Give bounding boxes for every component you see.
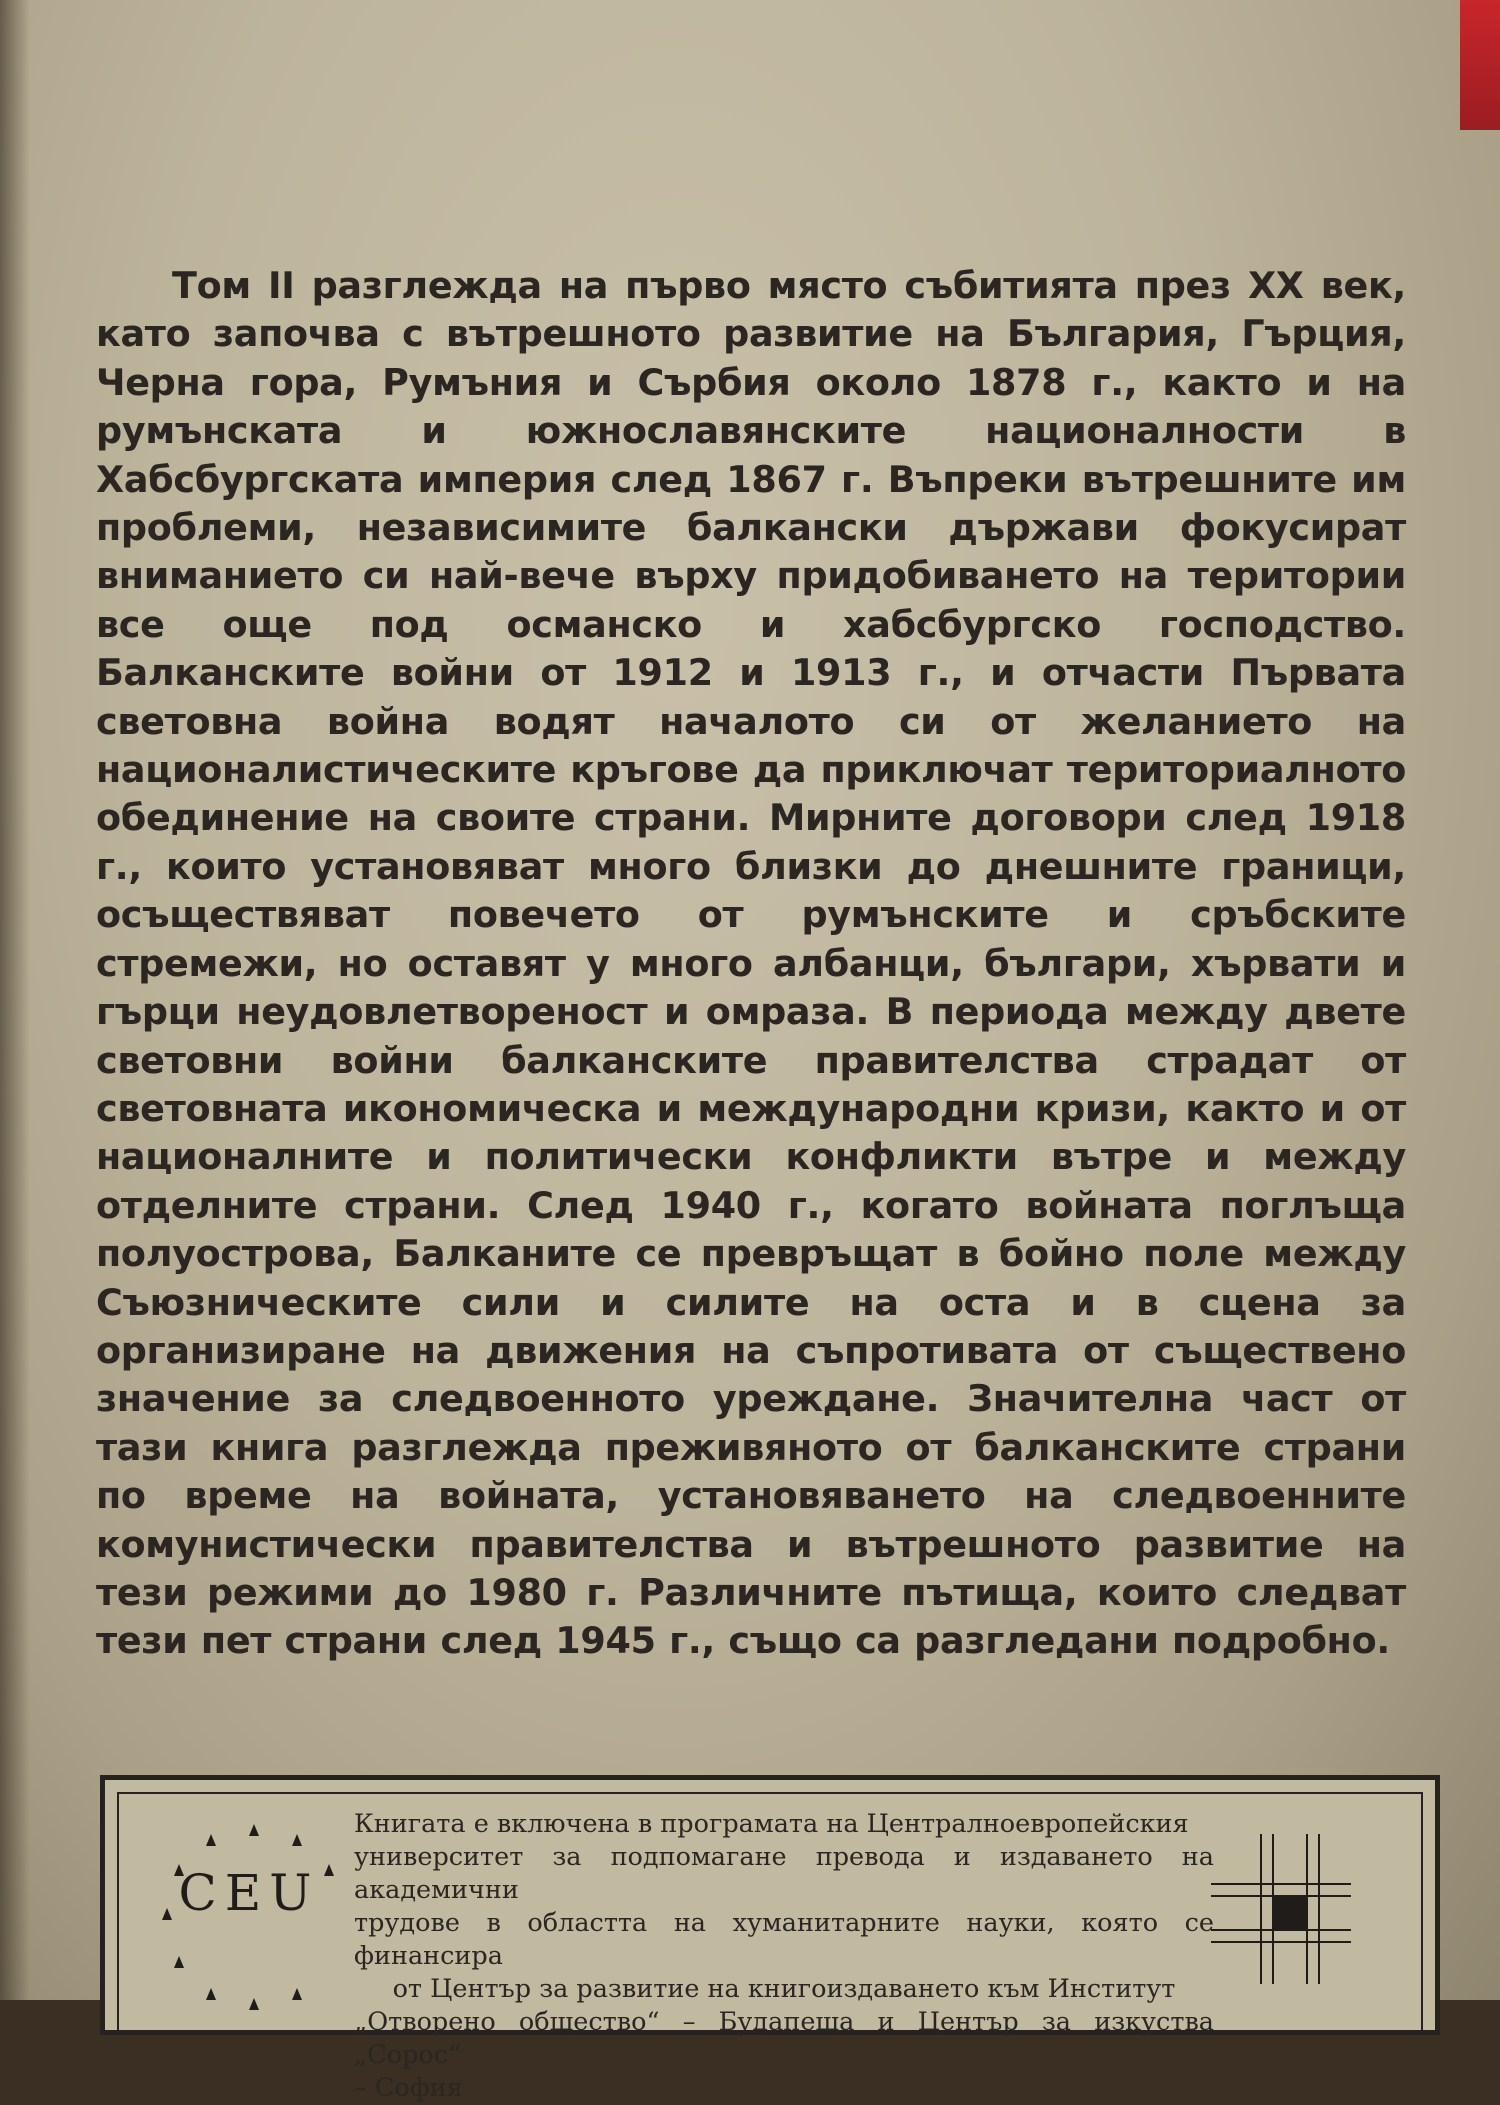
- ceu-line: – София: [354, 2073, 463, 2103]
- ceu-line: университет за подпомагане превода и издаването на академични: [354, 1842, 1214, 1905]
- ceu-line: трудове в областта на хуманитарните науки, която се финансира: [354, 1908, 1214, 1971]
- ceu-inner-frame: [117, 1792, 1423, 2103]
- spine-shadow: [0, 0, 30, 2000]
- ceu-description: [354, 1808, 1214, 2105]
- ceu-line: Книгата е включена в програмата на Централноевропейския: [354, 1809, 1189, 1839]
- ceu-line: от Център за развитие на книгоиздаването към Институт: [392, 1974, 1176, 2004]
- ceu-sponsor-box: [100, 1775, 1440, 2103]
- synopsis-paragraph: Том II разглежда на първо място събитията през XX век, като започва с вътрешното развитие на България, Гърция, Черна гора, Румъния и Сърбия около 1878 г., както и на румънската и южнославянските националности в Хабсбургската империя след 1867 г. Въпреки вътрешните им проблеми, независимите балкански държави фокусират вниманието си най-вече върху придобиването на територии все още под османско и хабсбургско господство. Балканските войни от 1912 и 1913 г., и отчасти Първата световна война водят началото си от желанието на националистическите кръгове да приключат териториалното обединение на своите страни. Мирните договори след 1918 г., които установяват много близки до днешните граници, осъществяват повечето от румънските и сръбските стремежи, но оставят у много албанци, българи, хървати и гърци неудовлетвореност и омраза. В периода между двете световни войни балканските правителства страдат от световната икономическа и международни кризи, както и от националните и политически конфликти вътре и между отделните страни. След 1940 г., когато войната поглъща полуострова, Балканите се превръщат в бойно поле между Съюзническите сили и силите на оста и в сцена за организиране на движения на съпротивата от съществено значение за следвоенното уреждане. Значителна част от тази книга разглежда преживяното от балканските страни по време на войната, установяването на следвоенните комунистически правителства и вътрешното развитие на тези режими до 1980 г. Различните пътища, които следват тези пет страни след 1945 г., също са разгледани подробно.: [96, 264, 1406, 1663]
- grid-square-icon: [1211, 1834, 1351, 1984]
- ceu-line: „Отворено общество“ – Будапеща и Център за изкуства „Сорос“: [354, 2007, 1214, 2070]
- ceu-logo-text: CEU: [178, 1864, 320, 1922]
- red-corner-accent: [1460, 0, 1500, 130]
